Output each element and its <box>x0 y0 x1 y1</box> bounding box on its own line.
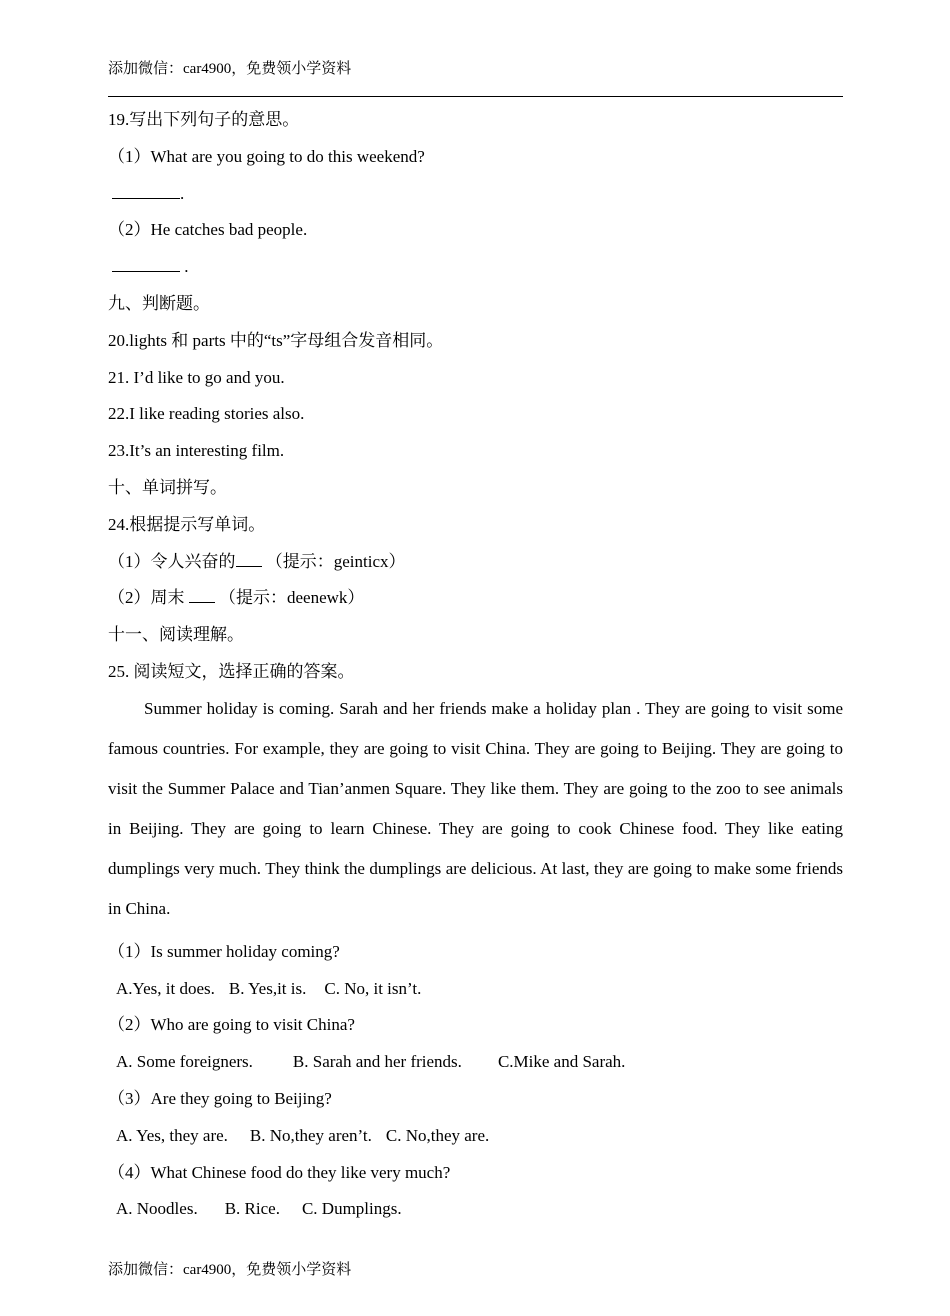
document-body <box>108 107 843 1233</box>
item-prompt: （1）令人兴奋的 <box>108 551 236 571</box>
page-header: 添加微信：car4900，免费领小学资料 <box>108 61 352 77</box>
question-25-1-options <box>108 976 843 1013</box>
question-19-answer-2 <box>108 254 843 291</box>
question-19-item-2: （2）He catches bad people. <box>108 220 308 240</box>
section-9-title: 九、判断题。 <box>108 293 210 313</box>
option-b[interactable]: B. Yes,it is. <box>228 978 307 998</box>
item-hint: （提示：geinticx） <box>261 551 406 571</box>
question-25-2-stem: （2）Who are going to visit China? <box>108 1015 355 1035</box>
question-23: 23.It’s an interesting film. <box>108 441 285 461</box>
page-footer: 添加微信：car4900，免费领小学资料 <box>108 1262 352 1278</box>
option-b[interactable]: B. Rice. <box>224 1199 280 1219</box>
question-25-3-stem: （3）Are they going to Beijing? <box>108 1088 332 1108</box>
option-a[interactable]: A. Some foreigners. <box>116 1052 253 1072</box>
answer-blank[interactable] <box>112 184 180 199</box>
section-10-title: 十、单词拼写。 <box>108 477 227 497</box>
reading-passage-block <box>108 696 843 939</box>
header-divider <box>108 96 843 97</box>
option-b[interactable]: B. Sarah and her friends. <box>292 1052 462 1072</box>
option-c[interactable]: C.Mike and Sarah. <box>497 1052 626 1072</box>
question-25-3-options <box>108 1123 843 1160</box>
option-a[interactable]: A. Noodles. <box>116 1199 198 1219</box>
question-25-2-options <box>108 1049 843 1086</box>
question-20: 20.lights 和 parts 中的“ts”字母组合发音相同。 <box>108 330 444 350</box>
question-25-title: 25. 阅读短文，选择正确的答案。 <box>108 661 355 681</box>
question-21: 21. I’d like to go and you. <box>108 367 285 387</box>
option-c[interactable]: C. Dumplings. <box>301 1199 402 1219</box>
question-25-1-stem: （1）Is summer holiday coming? <box>108 941 340 961</box>
question-24-item-2 <box>108 585 843 622</box>
option-b[interactable]: B. No,they aren’t. <box>249 1125 372 1145</box>
question-19-title: 19.写出下列句子的意思。 <box>108 110 300 129</box>
question-25-4-options <box>108 1196 843 1233</box>
reading-passage: Summer holiday is coming. Sarah and her friends make a holiday plan . They are going to visit some famous countries. For example, they are going to visit China. They are going to Beijing. They are going to visit the Summer Palace and Tian’anmen Square. They like them. They are going to the zoo to see animals in Beijing. They are going to learn Chinese. They are going to cook Chinese food. They like eating dumplings very much. They think the dumplings are delicious. At last, they are going to make some friends in China. <box>108 698 843 918</box>
question-24-item-1 <box>108 549 843 586</box>
question-25-4-stem: （4）What Chinese food do they like very much? <box>108 1162 451 1182</box>
section-11-title: 十一、阅读理解。 <box>108 625 244 645</box>
option-c[interactable]: C. No, it isn’t. <box>324 978 422 998</box>
option-a[interactable]: A. Yes, they are. <box>116 1125 228 1145</box>
question-19-item-1: （1）What are you going to do this weekend? <box>108 146 425 166</box>
item-prompt: （2）周末 <box>108 588 189 608</box>
option-c[interactable]: C. No,they are. <box>385 1125 490 1145</box>
answer-blank-punct: . <box>180 257 189 277</box>
question-19-answer-1 <box>108 181 843 218</box>
question-22: 22.I like reading stories also. <box>108 404 305 424</box>
answer-blank[interactable] <box>112 257 180 272</box>
spelling-blank[interactable] <box>189 588 215 603</box>
option-a[interactable]: A.Yes, it does. <box>116 978 215 998</box>
question-24-title: 24.根据提示写单词。 <box>108 514 266 534</box>
spelling-blank[interactable] <box>236 552 262 567</box>
answer-blank-punct: . <box>180 183 185 203</box>
item-hint: （提示：deenewk） <box>214 588 365 608</box>
